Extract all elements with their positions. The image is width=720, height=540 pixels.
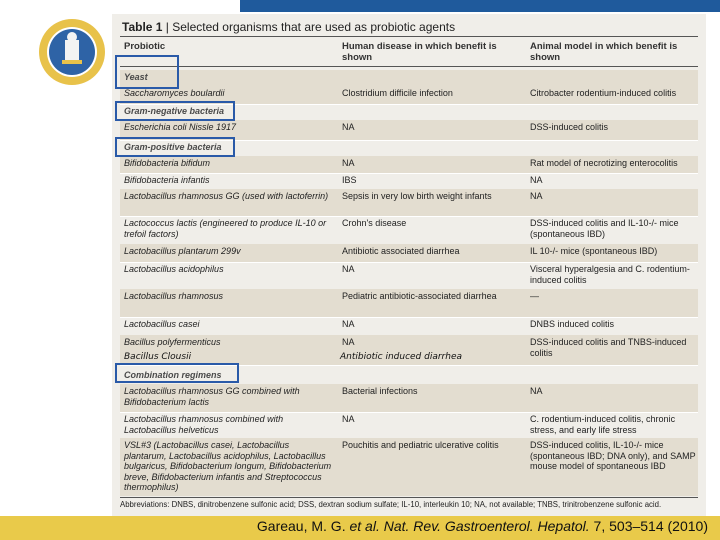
handwritten-disease: Antibiotic induced diarrhea bbox=[340, 352, 463, 362]
highlight-box-combination bbox=[115, 363, 239, 383]
table-row: Bifidobacteria infantis IBS NA bbox=[120, 173, 698, 190]
highlight-box-gram-positive bbox=[115, 137, 235, 157]
probiotic-table bbox=[112, 14, 706, 516]
table-row: Escherichia coli Nissle 1917 NA DSS-induced colitis bbox=[120, 120, 698, 141]
table-row: Lactobacillus rhamnosus Pediatric antibiotic-associated diarrhea — bbox=[120, 289, 698, 318]
header-rule bbox=[120, 36, 698, 37]
table-row: Lactobacillus plantarum 299v Antibiotic associated diarrhea IL 10-/- mice (spontaneous IBD) bbox=[120, 244, 698, 263]
highlight-box-yeast bbox=[115, 55, 179, 89]
university-seal-icon bbox=[38, 18, 106, 86]
section-combination: Combination regimens bbox=[124, 370, 222, 380]
table-row: Bacillus polyfermenticus NA DSS-induced colitis and TNBS-induced colitis bbox=[120, 335, 698, 366]
header-rule-bottom bbox=[120, 66, 698, 67]
table-row: Lactococcus lactis (engineered to produce IL-10 or trefoil factors) Crohn's disease DSS-induced colitis and IL-10-/- mice (spontaneous IBD) bbox=[120, 216, 698, 245]
table-row: Lactobacillus rhamnosus GG combined with Bifidobacterium lactis Bacterial infections NA bbox=[120, 384, 698, 413]
table-row: Lactobacillus rhamnosus GG (used with lactoferrin) Sepsis in very low birth weight infants NA bbox=[120, 189, 698, 217]
top-accent-bar bbox=[240, 0, 720, 12]
table-row: Lactobacillus rhamnosus combined with Lactobacillus helveticus NA C. rodentium-induced colitis, chronic stress, and early life stress bbox=[120, 412, 698, 439]
highlight-box-gram-negative bbox=[115, 101, 235, 121]
footer-rule bbox=[120, 497, 698, 498]
header-animal-model: Animal model in which benefit is shown bbox=[530, 41, 678, 63]
header-human-disease: Human disease in which benefit is shown bbox=[342, 41, 497, 63]
section-gram-negative: Gram-negative bacteria bbox=[124, 106, 225, 116]
table-row: Bifidobacteria bifidum NA Rat model of necrotizing enterocolitis bbox=[120, 156, 698, 174]
abbreviations-note: Abbreviations: DNBS, dinitrobenzene sulfonic acid; DSS, dextran sodium sulfate; IL-10, interleukin 10; NA, not available; TNBS, trinitrobenzene sulfonic acid. bbox=[120, 500, 662, 509]
section-gram-positive: Gram-positive bacteria bbox=[124, 142, 222, 152]
table-row: Lactobacillus acidophilus NA Visceral hyperalgesia and C. rodentium-induced colitis bbox=[120, 262, 698, 290]
citation-text: Gareau, M. G. et al. Nat. Rev. Gastroenterol. Hepatol. 7, 503–514 (2010) bbox=[256, 518, 708, 534]
table-row: Lactobacillus casei NA DNBS induced colitis bbox=[120, 317, 698, 336]
citation-footer bbox=[0, 516, 720, 540]
section-yeast: Yeast bbox=[120, 70, 698, 86]
table-row: Saccharomyces boulardii Clostridium difficile infection Citrobacter rodentium-induced colitis bbox=[120, 86, 698, 105]
header-probiotic: Probiotic bbox=[124, 41, 166, 52]
table-title: Table 1 | Selected organisms that are used as probiotic agents bbox=[122, 20, 456, 34]
table-row: VSL#3 (Lactobacillus casei, Lactobacillus plantarum, Lactobacillus acidophilus, Lactobacillus bulgaricus, Bifidobacterium longum, Bifidobacterium breve, Bifidobacterium infantis and Streptococcus thermophilus) Pouchitis and pediatric ulcerative colitis DSS-induced colitis, IL-10-/- mice (spontaneous IBD; DNA only), and SAMP mouse model of spontaneous IBD bbox=[120, 438, 698, 496]
handwritten-probiotic: Bacillus Clousii bbox=[124, 352, 192, 362]
